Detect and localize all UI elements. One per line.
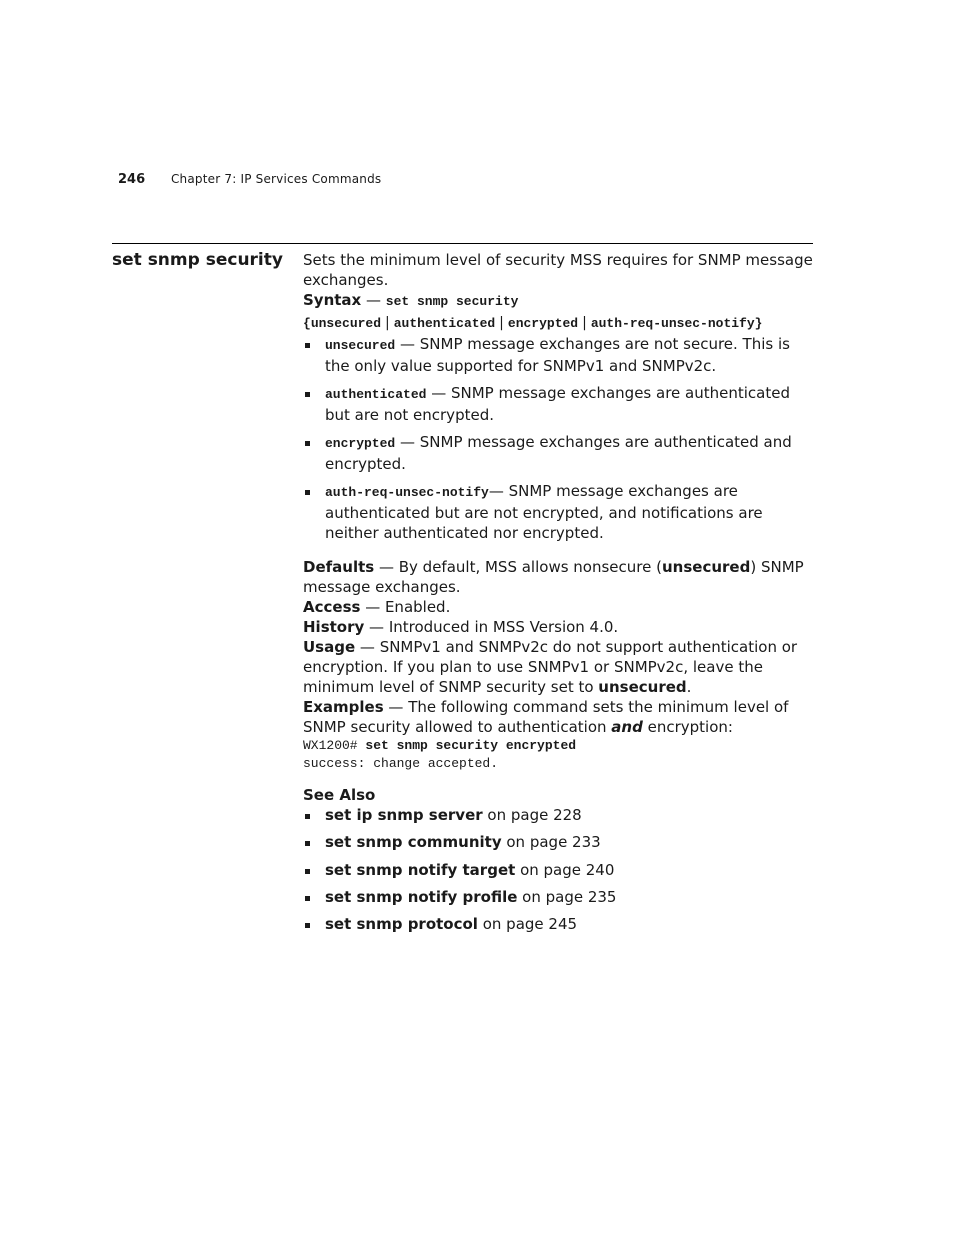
access-section (303, 597, 815, 617)
syntax-open-brace: { (303, 316, 311, 331)
syntax-option: encrypted (507, 316, 579, 331)
option-item (303, 334, 815, 376)
syntax-dash: — (366, 291, 382, 309)
usage-keyword: unsecured (598, 678, 687, 696)
command-body (303, 250, 815, 941)
see-also-page: on page 233 (501, 833, 601, 852)
syntax-separator: | (385, 315, 390, 331)
syntax-separator: | (499, 315, 504, 331)
code-output: success: change accepted. (303, 756, 499, 771)
see-also-link[interactable]: set ip snmp server (325, 806, 483, 824)
option-text: — SNMP message exchanges are not secure. This is the only value supported for SNMPv1 and SNMPv2c. (325, 335, 790, 375)
defaults-keyword: unsecured (661, 558, 751, 576)
syntax-option: authenticated (393, 316, 496, 331)
see-also-link[interactable]: set snmp community (325, 833, 502, 852)
chapter-title: Chapter 7: IP Services Commands (170, 172, 382, 186)
option-text: — SNMP message exchanges are authenticated but are not encrypted, and notifications are neither authenticated nor encrypted. (325, 482, 763, 542)
examples-emphasis: and (611, 718, 643, 736)
command-description: Sets the minimum level of security MSS requires for SNMP message exchanges. (303, 251, 813, 289)
syntax-option: auth-req-unsec-notify (590, 316, 755, 331)
see-also-link[interactable]: set snmp notify profile (325, 887, 518, 906)
syntax-option: unsecured (310, 316, 382, 331)
option-name: encrypted (325, 436, 396, 451)
command-title: set snmp security (112, 250, 283, 270)
defaults-text: — By default, MSS allows nonsecure ( (374, 558, 662, 576)
code-prompt: WX1200# (303, 738, 366, 753)
page-number: 246 (118, 172, 146, 187)
see-also-page: on page 228 (482, 806, 582, 824)
syntax-block (303, 290, 815, 334)
option-item (303, 481, 815, 543)
code-command: set snmp security encrypted (365, 738, 577, 753)
code-example (303, 737, 815, 773)
defaults-text-after: ) SNMP message exchanges. (303, 558, 804, 596)
running-header (118, 172, 381, 187)
usage-label: Usage (303, 638, 356, 656)
option-text: — SNMP message exchanges are authenticated and encrypted. (325, 433, 792, 473)
option-name: authenticated (325, 387, 427, 402)
examples-label: Examples (303, 698, 384, 716)
see-also-item[interactable] (303, 805, 815, 832)
syntax-close-brace: } (754, 316, 763, 331)
see-also-item[interactable] (303, 887, 815, 914)
see-also-list (303, 805, 815, 941)
history-label: History (303, 618, 365, 636)
usage-section (303, 637, 815, 697)
usage-text-after: . (686, 678, 692, 696)
see-also-item[interactable] (303, 832, 815, 859)
option-item (303, 383, 815, 425)
option-list (303, 334, 815, 543)
see-also-page: on page 235 (517, 887, 617, 906)
examples-section (303, 697, 815, 737)
see-also-item[interactable] (303, 914, 815, 941)
option-item (303, 432, 815, 474)
defaults-label: Defaults (303, 558, 375, 576)
see-also-link[interactable]: set snmp protocol (325, 915, 478, 934)
syntax-label: Syntax (303, 291, 362, 309)
section-rule (112, 243, 813, 244)
see-also-page: on page 245 (477, 915, 578, 934)
history-section (303, 617, 815, 637)
option-text: — SNMP message exchanges are authenticated but are not encrypted. (325, 384, 790, 424)
history-text: — Introduced in MSS Version 4.0. (364, 618, 619, 636)
option-name: auth-req-unsec-notify (325, 485, 489, 500)
see-also-link[interactable]: set snmp notify target (325, 860, 516, 879)
syntax-command: set snmp security (385, 294, 519, 309)
syntax-separator: | (582, 315, 587, 331)
access-label: Access (303, 598, 361, 616)
examples-text-after: encryption: (642, 718, 733, 736)
see-also-page: on page 240 (515, 860, 615, 879)
option-name: unsecured (325, 338, 396, 353)
see-also-item[interactable] (303, 860, 815, 887)
access-text: — Enabled. (360, 598, 451, 616)
see-also-heading: See Also (303, 786, 376, 804)
examples-text: — The following command sets the minimum level of SNMP security allowed to authentication (303, 698, 789, 736)
defaults-section (303, 557, 815, 597)
usage-text: — SNMPv1 and SNMPv2c do not support authentication or encryption. If you plan to use SNMPv1 or SNMPv2c, leave the minimum level of SNMP security set to (303, 638, 798, 696)
